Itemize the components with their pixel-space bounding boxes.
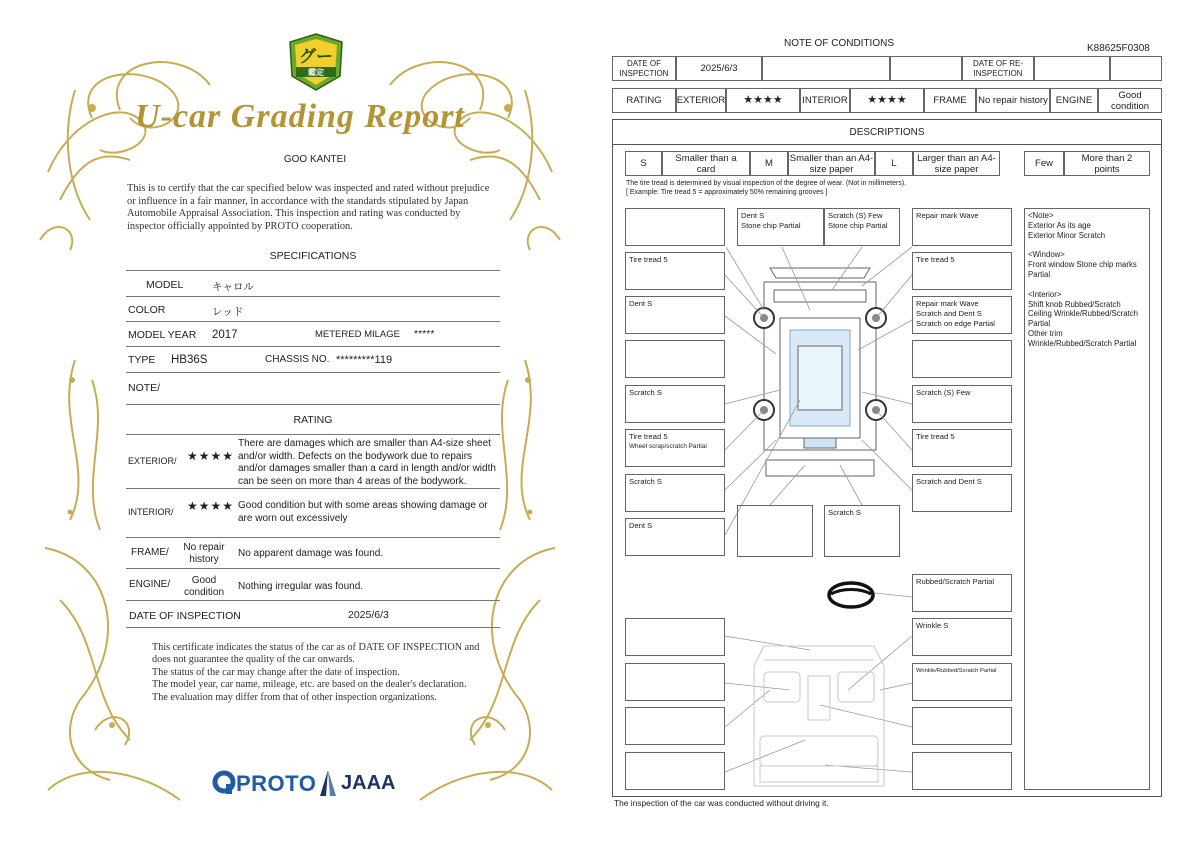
callout-box — [912, 474, 1012, 512]
report-id: K88625F0308 — [1087, 43, 1150, 54]
noc-title: NOTE OF CONDITIONS — [784, 38, 894, 49]
model-year-value: 2017 — [212, 329, 238, 341]
type-value: HB36S — [171, 354, 208, 366]
color-label: COLOR — [128, 304, 166, 316]
frame-description: No apparent damage was found. — [238, 548, 384, 559]
callout-box — [625, 618, 725, 656]
note-line: Exterior Minor Scratch — [1028, 230, 1106, 240]
callout-text: Stone chip Partial — [828, 221, 888, 230]
note-line: Ceiling Wrinkle/Rubbed/Scratch Partial — [1028, 309, 1138, 329]
callout-text: Tire tread 5 — [916, 255, 955, 264]
proto-logo: PROTO — [236, 771, 317, 796]
proto-logo-icon — [212, 770, 236, 796]
interior-label: INTERIOR/ — [128, 507, 174, 517]
tire-note-2: [ Example: Tire tread 5 = approximately 50% remaining grooves ] — [626, 189, 828, 196]
callout-text: Tire tread 5 — [629, 255, 668, 264]
engine-label: ENGINE/ — [129, 579, 171, 590]
legend-l: L — [875, 151, 913, 176]
callout-text: Scratch (S) Few — [828, 211, 883, 220]
footnote-line: This certificate indicates the status of the car as of DATE OF INSPECTION and does not guarantee the quality of the car onwards. — [152, 642, 480, 666]
callout-text: Tire tread 5 — [916, 432, 955, 441]
empty-cell — [762, 56, 890, 81]
report-title: U-car Grading Report — [135, 98, 465, 135]
callout-text: Scratch S — [629, 388, 662, 397]
callout-box — [912, 296, 1012, 334]
car-interior-diagram — [744, 636, 894, 796]
callout-box — [625, 752, 725, 790]
callout-box — [824, 505, 900, 557]
callout-box — [912, 663, 1012, 701]
svg-text:鑑定: 鑑定 — [308, 68, 324, 77]
frame-value: No repair history — [183, 542, 225, 565]
date-of-inspection-label: DATE OF INSPECTION — [612, 56, 676, 81]
interior-description: Good condition but with some areas showing damage or are worn out excessively — [238, 500, 488, 524]
frame-label: FRAME/ — [131, 547, 169, 558]
exterior-label: EXTERIOR/ — [128, 456, 177, 466]
legend-s: S — [625, 151, 662, 176]
descriptions-title: DESCRIPTIONS — [612, 119, 1162, 145]
callout-box — [737, 505, 813, 557]
legend-l-desc: Larger than an A4-size paper — [913, 151, 1000, 176]
callout-text: Scratch and Dent S — [916, 477, 982, 486]
callout-text: Wheel scrap/scratch Partial — [629, 443, 707, 450]
empty-cell — [890, 56, 962, 81]
chassis-label: CHASSIS NO. — [265, 354, 330, 365]
chassis-value: *********119 — [336, 354, 393, 366]
svg-text:グー: グー — [299, 47, 333, 66]
callout-text: Stone chip Partial — [741, 221, 801, 230]
window-heading: <Window> — [1028, 250, 1065, 260]
callout-box — [625, 340, 725, 378]
engine-description: Nothing irregular was found. — [238, 581, 364, 592]
footnote-line: The status of the car may change after the date of inspection. — [152, 666, 400, 678]
legend-s-desc: Smaller than a card — [662, 151, 750, 176]
callout-text: Repair mark Wave — [916, 211, 979, 220]
frame-value: No repair history — [976, 88, 1050, 113]
callout-box — [737, 208, 824, 246]
notes-panel — [1024, 208, 1150, 790]
date-of-inspection-value: 2025/6/3 — [348, 609, 389, 621]
interior-heading: <Interior> — [1028, 289, 1062, 299]
callout-box — [625, 252, 725, 290]
rating-label: RATING — [612, 88, 676, 113]
model-year-label: MODEL YEAR — [128, 329, 197, 341]
footnote-line: The evaluation may differ from that of other inspection organizations. — [152, 691, 437, 703]
note-label: NOTE/ — [128, 382, 161, 394]
callout-box — [912, 752, 1012, 790]
exterior-stars: ★★★★ — [187, 449, 235, 463]
certificate-footnote — [152, 642, 482, 704]
exterior-description: There are damages which are smaller than A4-size sheet and/or width. Defects on the bodywork due to repairs and/or damages smaller than a card in length and/or width can be seen on more than 4 areas of the bodywork. — [238, 438, 496, 487]
jaaa-logo: JAAA — [341, 772, 396, 794]
callout-text: Scratch on edge Partial — [916, 319, 995, 328]
callout-text: Dent S — [629, 521, 653, 530]
callout-text: Repair mark Wave — [916, 299, 979, 308]
callout-box — [912, 340, 1012, 378]
callout-box — [625, 296, 725, 334]
callout-box — [625, 429, 725, 467]
callout-text: Dent S — [741, 211, 765, 220]
metered-mileage-label: METERED MILAGE — [315, 329, 400, 340]
callout-box — [625, 208, 725, 246]
empty-cell — [1034, 56, 1110, 81]
callout-box — [912, 429, 1012, 467]
engine-value: Good condition — [183, 575, 225, 598]
callout-text: Rubbed/Scratch Partial — [916, 577, 995, 586]
callout-text: Wrinkle S — [916, 621, 949, 630]
callout-text: Scratch S — [629, 477, 662, 486]
callout-box — [824, 208, 900, 246]
callout-box — [912, 574, 1012, 612]
date-of-inspection-label: DATE OF INSPECTION — [129, 610, 241, 622]
empty-cell — [1110, 56, 1162, 81]
legend-few: Few — [1024, 151, 1064, 176]
callout-text: Wrinkle/Rubbed/Scratch Partial — [916, 668, 997, 674]
car-exterior-diagram — [724, 260, 904, 500]
callout-box — [912, 707, 1012, 745]
callout-box — [912, 208, 1012, 246]
callout-box — [625, 385, 725, 423]
engine-label: ENGINE — [1050, 88, 1098, 113]
note-line: Other trim Wrinkle/Rubbed/Scratch Partial — [1028, 328, 1137, 348]
callout-box — [625, 474, 725, 512]
interior-stars: ★★★★ — [850, 88, 924, 113]
note-heading: <Note> — [1028, 211, 1054, 220]
callout-text: Dent S — [629, 299, 653, 308]
color-value: レッド — [212, 306, 244, 318]
exterior-label: EXTERIOR — [676, 88, 726, 113]
steering-wheel-icon — [826, 580, 876, 610]
note-line: Exterior As its age — [1028, 220, 1091, 230]
callout-text: Tire tread 5 — [629, 432, 668, 441]
callout-text: Scratch S — [828, 508, 861, 517]
footnote-line: The model year, car name, mileage, etc. are based on the dealer's declaration. — [152, 679, 467, 691]
engine-value: Good condition — [1098, 88, 1162, 113]
exterior-stars: ★★★★ — [726, 88, 800, 113]
specifications-title: SPECIFICATIONS — [269, 250, 357, 262]
interior-stars: ★★★★ — [187, 499, 235, 513]
goo-kantei-badge-icon — [288, 32, 344, 92]
legend-m: M — [750, 151, 788, 176]
callout-box — [912, 252, 1012, 290]
certify-statement: This is to certify that the car specified below was inspected and rated without prejudice or influence in a fair manner, in accordance with the standards stipulated by Japan Automobile Appraisal Association. This inspection and rating was conducted by inspector officially appointed by PROTO cooperation. — [127, 183, 490, 232]
note-line: Front window Stone chip marks Partial — [1028, 260, 1137, 279]
date-of-reinspection-label: DATE OF RE-INSPECTION — [962, 56, 1034, 81]
report-subtitle: GOO KANTEI — [283, 154, 347, 165]
note-of-conditions — [600, 0, 1200, 848]
jaaa-logo-icon — [318, 768, 338, 798]
callout-text: Scratch and Dent S — [916, 309, 982, 318]
legend-few-desc: More than 2 points — [1064, 151, 1150, 176]
callout-box — [912, 618, 1012, 656]
noc-footer: The inspection of the car was conducted without driving it. — [614, 798, 829, 808]
frame-label: FRAME — [924, 88, 976, 113]
callout-box — [625, 518, 725, 556]
metered-mileage-value: ***** — [414, 328, 435, 340]
rating-title: RATING — [293, 414, 333, 426]
callout-box — [625, 707, 725, 745]
tire-note-1: The tire tread is determined by visual inspection of the degree of wear. (Not in millimeters). — [626, 180, 907, 187]
callout-box — [912, 385, 1012, 423]
model-label: MODEL — [146, 279, 184, 291]
date-of-inspection-value: 2025/6/3 — [676, 56, 762, 81]
type-label: TYPE — [128, 354, 156, 366]
callout-text: Scratch (S) Few — [916, 388, 971, 397]
note-line: Shift knob Rubbed/Scratch — [1028, 299, 1121, 309]
callout-box — [625, 663, 725, 701]
interior-label: INTERIOR — [800, 88, 850, 113]
model-value: キャロル — [212, 281, 254, 293]
legend-m-desc: Smaller than an A4-size paper — [789, 152, 874, 175]
